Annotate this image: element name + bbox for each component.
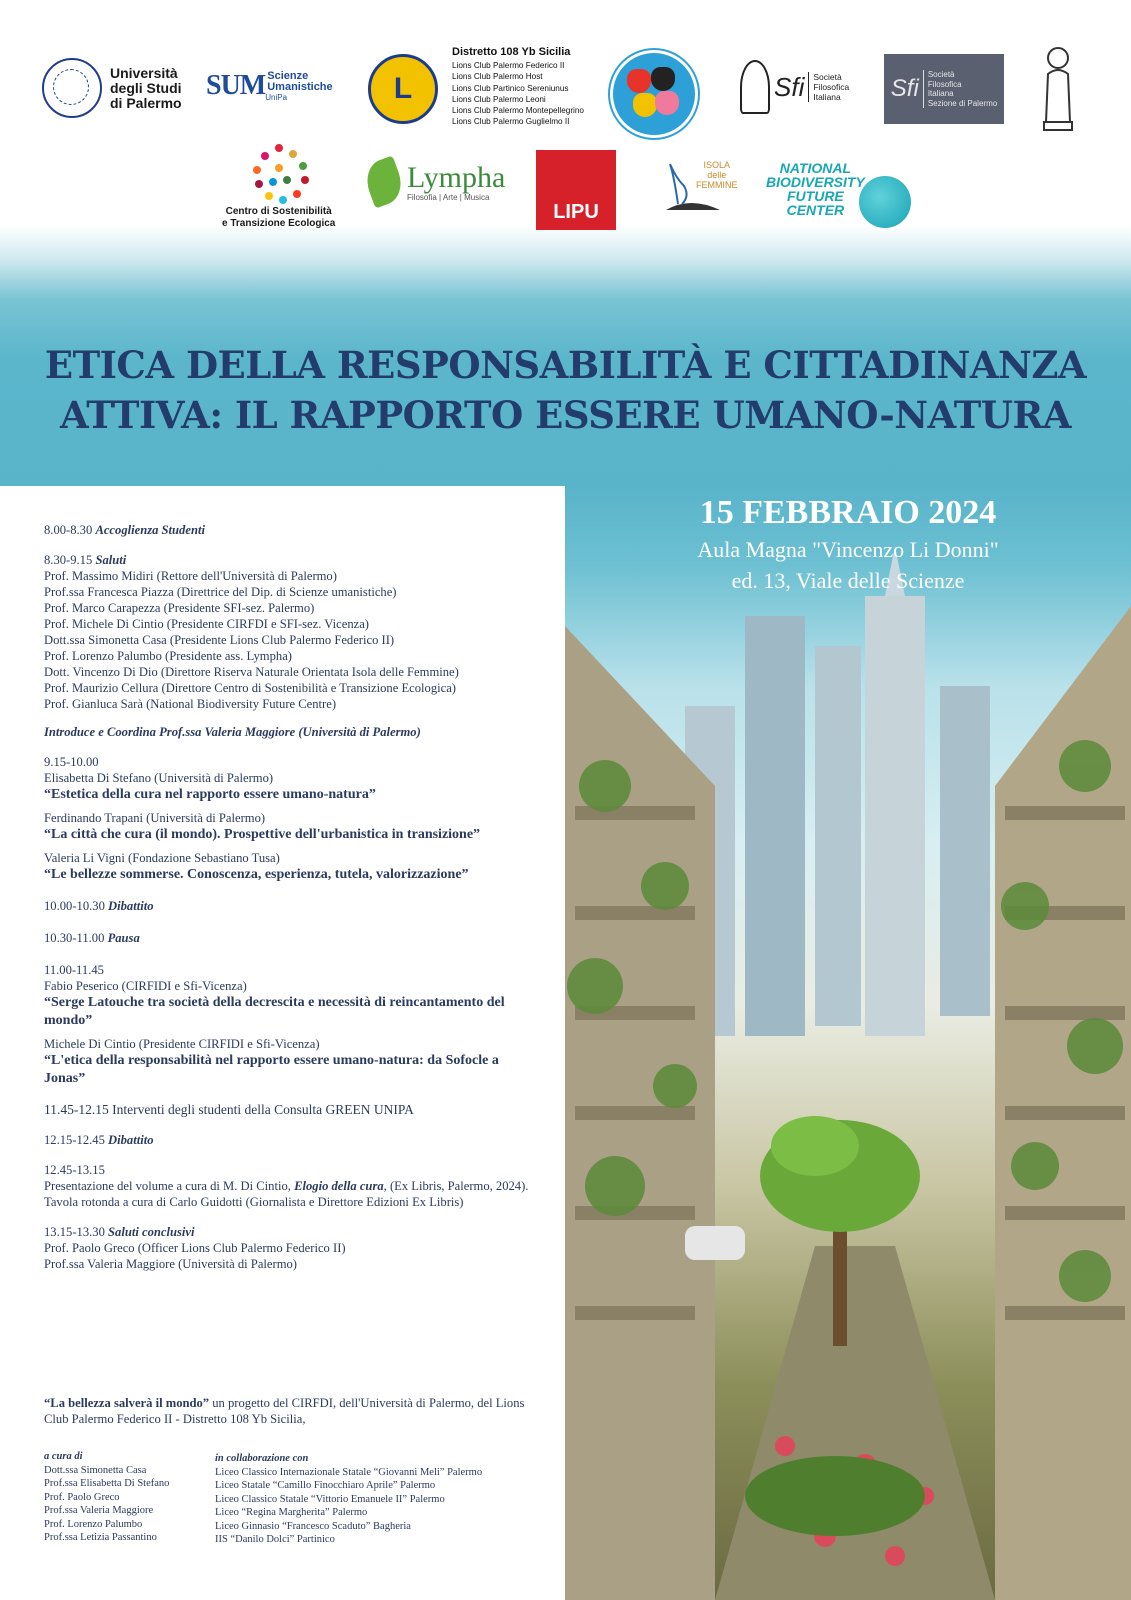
speaker: Dott.ssa Simonetta Casa (Presidente Lions Club Palermo Federico II) — [44, 633, 395, 647]
philosopher-bust-icon — [740, 60, 770, 114]
speaker: Michele Di Cintio (Presidente CIRFIDI e Sfi-Vicenza) — [44, 1037, 320, 1051]
book-presentation: Presentazione del volume a cura di M. Di Cintio, Elogio della cura, (Ex Libris, Palermo, 2024). Tavola rotonda a cura di Carlo Guidotti (Giornalista e Direttore Edizioni Ex Libris) — [44, 1179, 529, 1209]
district-club: Lions Club Palermo Leoni — [452, 94, 546, 104]
talk-title: “La città che cura (il mondo). Prospettive dell'urbanistica in transizione” — [44, 827, 481, 842]
schedule-item — [44, 962, 534, 1088]
event-date: 15 FEBBRAIO 2024 — [699, 494, 997, 531]
speaker: Prof. Michele Di Cintio (Presidente CIRFDI e SFI-sez. Vicenza) — [44, 617, 369, 631]
curator: Dott.ssa Simonetta Casa — [44, 1464, 147, 1476]
nbfc-name: NATIONAL BIODIVERSITY FUTURE CENTER — [766, 160, 865, 218]
schedule-time: 9.15-10.00 — [44, 755, 99, 769]
schedule-time: 10.30-11.00 — [44, 931, 105, 945]
lipu-logo — [536, 150, 616, 230]
collaborators-heading: in collaborazione con — [215, 1453, 309, 1464]
curator: Prof. Lorenzo Palumbo — [44, 1518, 143, 1530]
curator: Prof.ssa Elisabetta Di Stefano — [44, 1478, 170, 1489]
schedule-label: Saluti — [95, 553, 127, 567]
curator: Prof.ssa Letizia Passantino — [44, 1532, 157, 1543]
talk-title: “Serge Latouche tra società della decrescita e necessità di reincantamento del mondo” — [44, 995, 505, 1028]
speaker: Fabio Peserico (CIRFIDI e Sfi-Vicenza) — [44, 979, 247, 993]
globe-icon — [859, 176, 911, 228]
speaker: Prof. Maurizio Cellura (Direttore Centro di Sostenibilità e Transizione Ecologica) — [44, 681, 457, 695]
schedule-time: 12.15-12.45 — [44, 1133, 105, 1147]
talk-title: “Le bellezze sommerse. Conoscenza, esperienza, tutela, valorizzazione” — [44, 867, 469, 882]
sfi-text: Società Filosofica Italiana — [808, 72, 849, 102]
lympha-name: Lympha — [407, 160, 506, 194]
sum-text: Scienze Umanistiche — [267, 69, 333, 93]
schedule-label: Dibattito — [108, 1133, 154, 1147]
speaker: Prof. Gianluca Sarà (National Biodiversity Future Centre) — [44, 697, 337, 711]
isola-name: ISOLA delle FEMMINE — [696, 160, 738, 190]
lions-district-list — [452, 46, 584, 128]
speaker: Dott. Vincenzo Di Dio (Direttore Riserva Naturale Orientata Isola delle Femmine) — [44, 665, 459, 679]
sfi-palermo-text: Società Filosofica Italiana Sezione di Palermo — [923, 70, 997, 108]
sum-mark: SUM — [206, 70, 266, 101]
hand-black-icon — [651, 67, 675, 91]
collaborator-school: IIS “Danilo Dolci” Partinico — [215, 1534, 335, 1545]
schedule-time: 11.00-11.45 — [44, 963, 104, 977]
schedule-label: Dibattito — [108, 899, 154, 913]
curator: Prof.ssa Valeria Maggiore — [44, 1505, 154, 1516]
lympha-subtitle: Filosofia | Arte | Musica — [407, 192, 490, 202]
schedule-label: Pausa — [107, 931, 140, 945]
nbfc-logo — [766, 150, 911, 228]
city-garden-illustration — [565, 486, 1131, 1600]
sustainability-center-logo — [222, 142, 335, 230]
sfi-mark: Sfi — [774, 71, 805, 102]
event-place — [565, 534, 1131, 596]
page-title — [0, 340, 1131, 440]
speaker: Prof.ssa Valeria Maggiore (Università di Palermo) — [44, 1257, 297, 1271]
schedule-label: Interventi degli studenti della Consulta GREEN UNIPA — [112, 1102, 414, 1117]
unipa-logo — [42, 58, 182, 118]
collaborator-school: Liceo Statale “Camillo Finocchiaro Aprile” Palermo — [215, 1480, 436, 1491]
talk-title: “Estetica della cura nel rapporto essere umano-natura” — [44, 787, 376, 802]
talk-title: “L'etica della responsabilità nel rapporto essere umano-natura: da Sofocle a Jonas” — [44, 1053, 499, 1086]
schedule-time: 10.00-10.30 — [44, 899, 105, 913]
leaf-icon — [361, 156, 408, 209]
schedule-item — [44, 522, 534, 538]
curators-heading: a cura di — [44, 1451, 83, 1462]
district-title: Distretto 108 Yb Sicilia — [452, 46, 571, 58]
project-description — [44, 1396, 534, 1427]
speaker: Prof. Marco Carapezza (Presidente SFI-sez. Palermo) — [44, 601, 315, 615]
book-title: Elogio della cura — [294, 1179, 384, 1193]
lions-logo — [368, 54, 438, 124]
speaker: Prof. Lorenzo Palumbo (Presidente ass. Lympha) — [44, 649, 292, 663]
sfi-palermo-logo — [884, 54, 1004, 124]
district-club: Lions Club Partinico Sereniunus — [452, 83, 569, 93]
hand-yellow-icon — [633, 93, 657, 117]
district-club: Lions Club Palermo Montepellegrino — [452, 106, 584, 116]
schedule-time: 8.30-9.15 — [44, 553, 93, 567]
collaborators — [215, 1452, 482, 1547]
hand-red-icon — [627, 69, 651, 93]
speaker: Valeria Li Vigni (Fondazione Sebastiano Tusa) — [44, 851, 280, 865]
sustainability-center-name: Centro di Sostenibilità e Transizione Ecologica — [222, 206, 336, 229]
speaker: Prof. Massimo Midiri (Rettore dell'Università di Palermo) — [44, 569, 337, 583]
district-club: Lions Club Palermo Federico II — [452, 61, 565, 70]
speaker: Prof.ssa Francesca Piazza (Direttrice del Dip. di Scienze umanistiche) — [44, 585, 397, 599]
district-club: Lions Club Palermo Host — [452, 72, 543, 82]
title-line-1: ETICA DELLA RESPONSABILITÀ E CITTADINANZA — [44, 343, 1087, 387]
speaker: Ferdinando Trapani (Università di Palermo) — [44, 811, 266, 825]
schedule-item — [44, 1102, 534, 1118]
district-club: Lions Club Palermo Guglielmo II — [452, 117, 570, 127]
project-quote: “La bellezza salverà il mondo” — [44, 1396, 210, 1410]
colored-dots-icon — [243, 142, 315, 206]
schedule-item — [44, 552, 534, 712]
schedule-item — [44, 930, 534, 946]
isola-femmine-logo — [660, 156, 736, 216]
hands-logo-icon — [610, 50, 698, 138]
title-line-2: ATTIVA: IL RAPPORTO ESSERE UMANO-NATURA — [60, 393, 1071, 437]
unipa-seal-icon — [42, 58, 102, 118]
schedule-time: 11.45-12.15 — [44, 1102, 109, 1117]
sfi-palermo-mark: Sfi — [890, 75, 919, 102]
schedule-item — [44, 898, 534, 914]
schedule-item — [44, 1132, 534, 1148]
collaborator-school: Liceo “Regina Margherita” Palermo — [215, 1507, 368, 1518]
collaborator-school: Liceo Ginnasio “Francesco Scaduto” Bagheria — [215, 1520, 411, 1532]
collaborator-school: Liceo Classico Internazionale Statale “Giovanni Meli” Palermo — [215, 1466, 483, 1478]
statue-logo-icon — [1040, 44, 1076, 134]
cityscape-image — [565, 486, 1131, 1600]
curator: Prof. Paolo Greco — [44, 1491, 120, 1503]
schedule-label: Saluti conclusivi — [108, 1225, 195, 1239]
event-venue: Aula Magna "Vincenzo Li Donni" — [697, 537, 999, 562]
schedule-time: 13.15-13.30 — [44, 1225, 105, 1239]
sum-logo — [206, 70, 333, 102]
schedule-item — [44, 1224, 534, 1272]
curators — [44, 1450, 169, 1545]
collaborator-school: Liceo Classico Statale “Vittorio Emanuele II” Palermo — [215, 1493, 445, 1505]
schedule-time: 12.45-13.15 — [44, 1163, 105, 1177]
unipa-name: Università degli Studi di Palermo — [110, 64, 182, 111]
sfi-logo — [740, 60, 849, 114]
sum-subtext: UniPa — [265, 92, 288, 102]
program-schedule — [44, 522, 534, 1280]
speaker: Elisabetta Di Stefano (Università di Palermo) — [44, 771, 274, 785]
schedule-item — [44, 1162, 534, 1210]
coordinator: Introduce e Coordina Prof.ssa Valeria Maggiore (Università di Palermo) — [44, 725, 421, 739]
project-text: un progetto del CIRFDI, dell'Università di Palermo, del Lions Club Palermo Federico II - Distretto 108 Yb Sicilia, — [44, 1396, 525, 1426]
lions-emblem-icon: L — [368, 54, 438, 124]
lympha-logo — [367, 160, 505, 204]
speaker: Prof. Paolo Greco (Officer Lions Club Palermo Federico II) — [44, 1241, 346, 1255]
schedule-label: Accoglienza Studenti — [95, 523, 205, 537]
schedule-item — [44, 754, 534, 884]
lipu-name: LIPU — [553, 201, 599, 223]
event-address: ed. 13, Viale delle Scienze — [731, 568, 965, 593]
schedule-time: 8.00-8.30 — [44, 523, 93, 537]
hand-pink-icon — [655, 91, 679, 115]
